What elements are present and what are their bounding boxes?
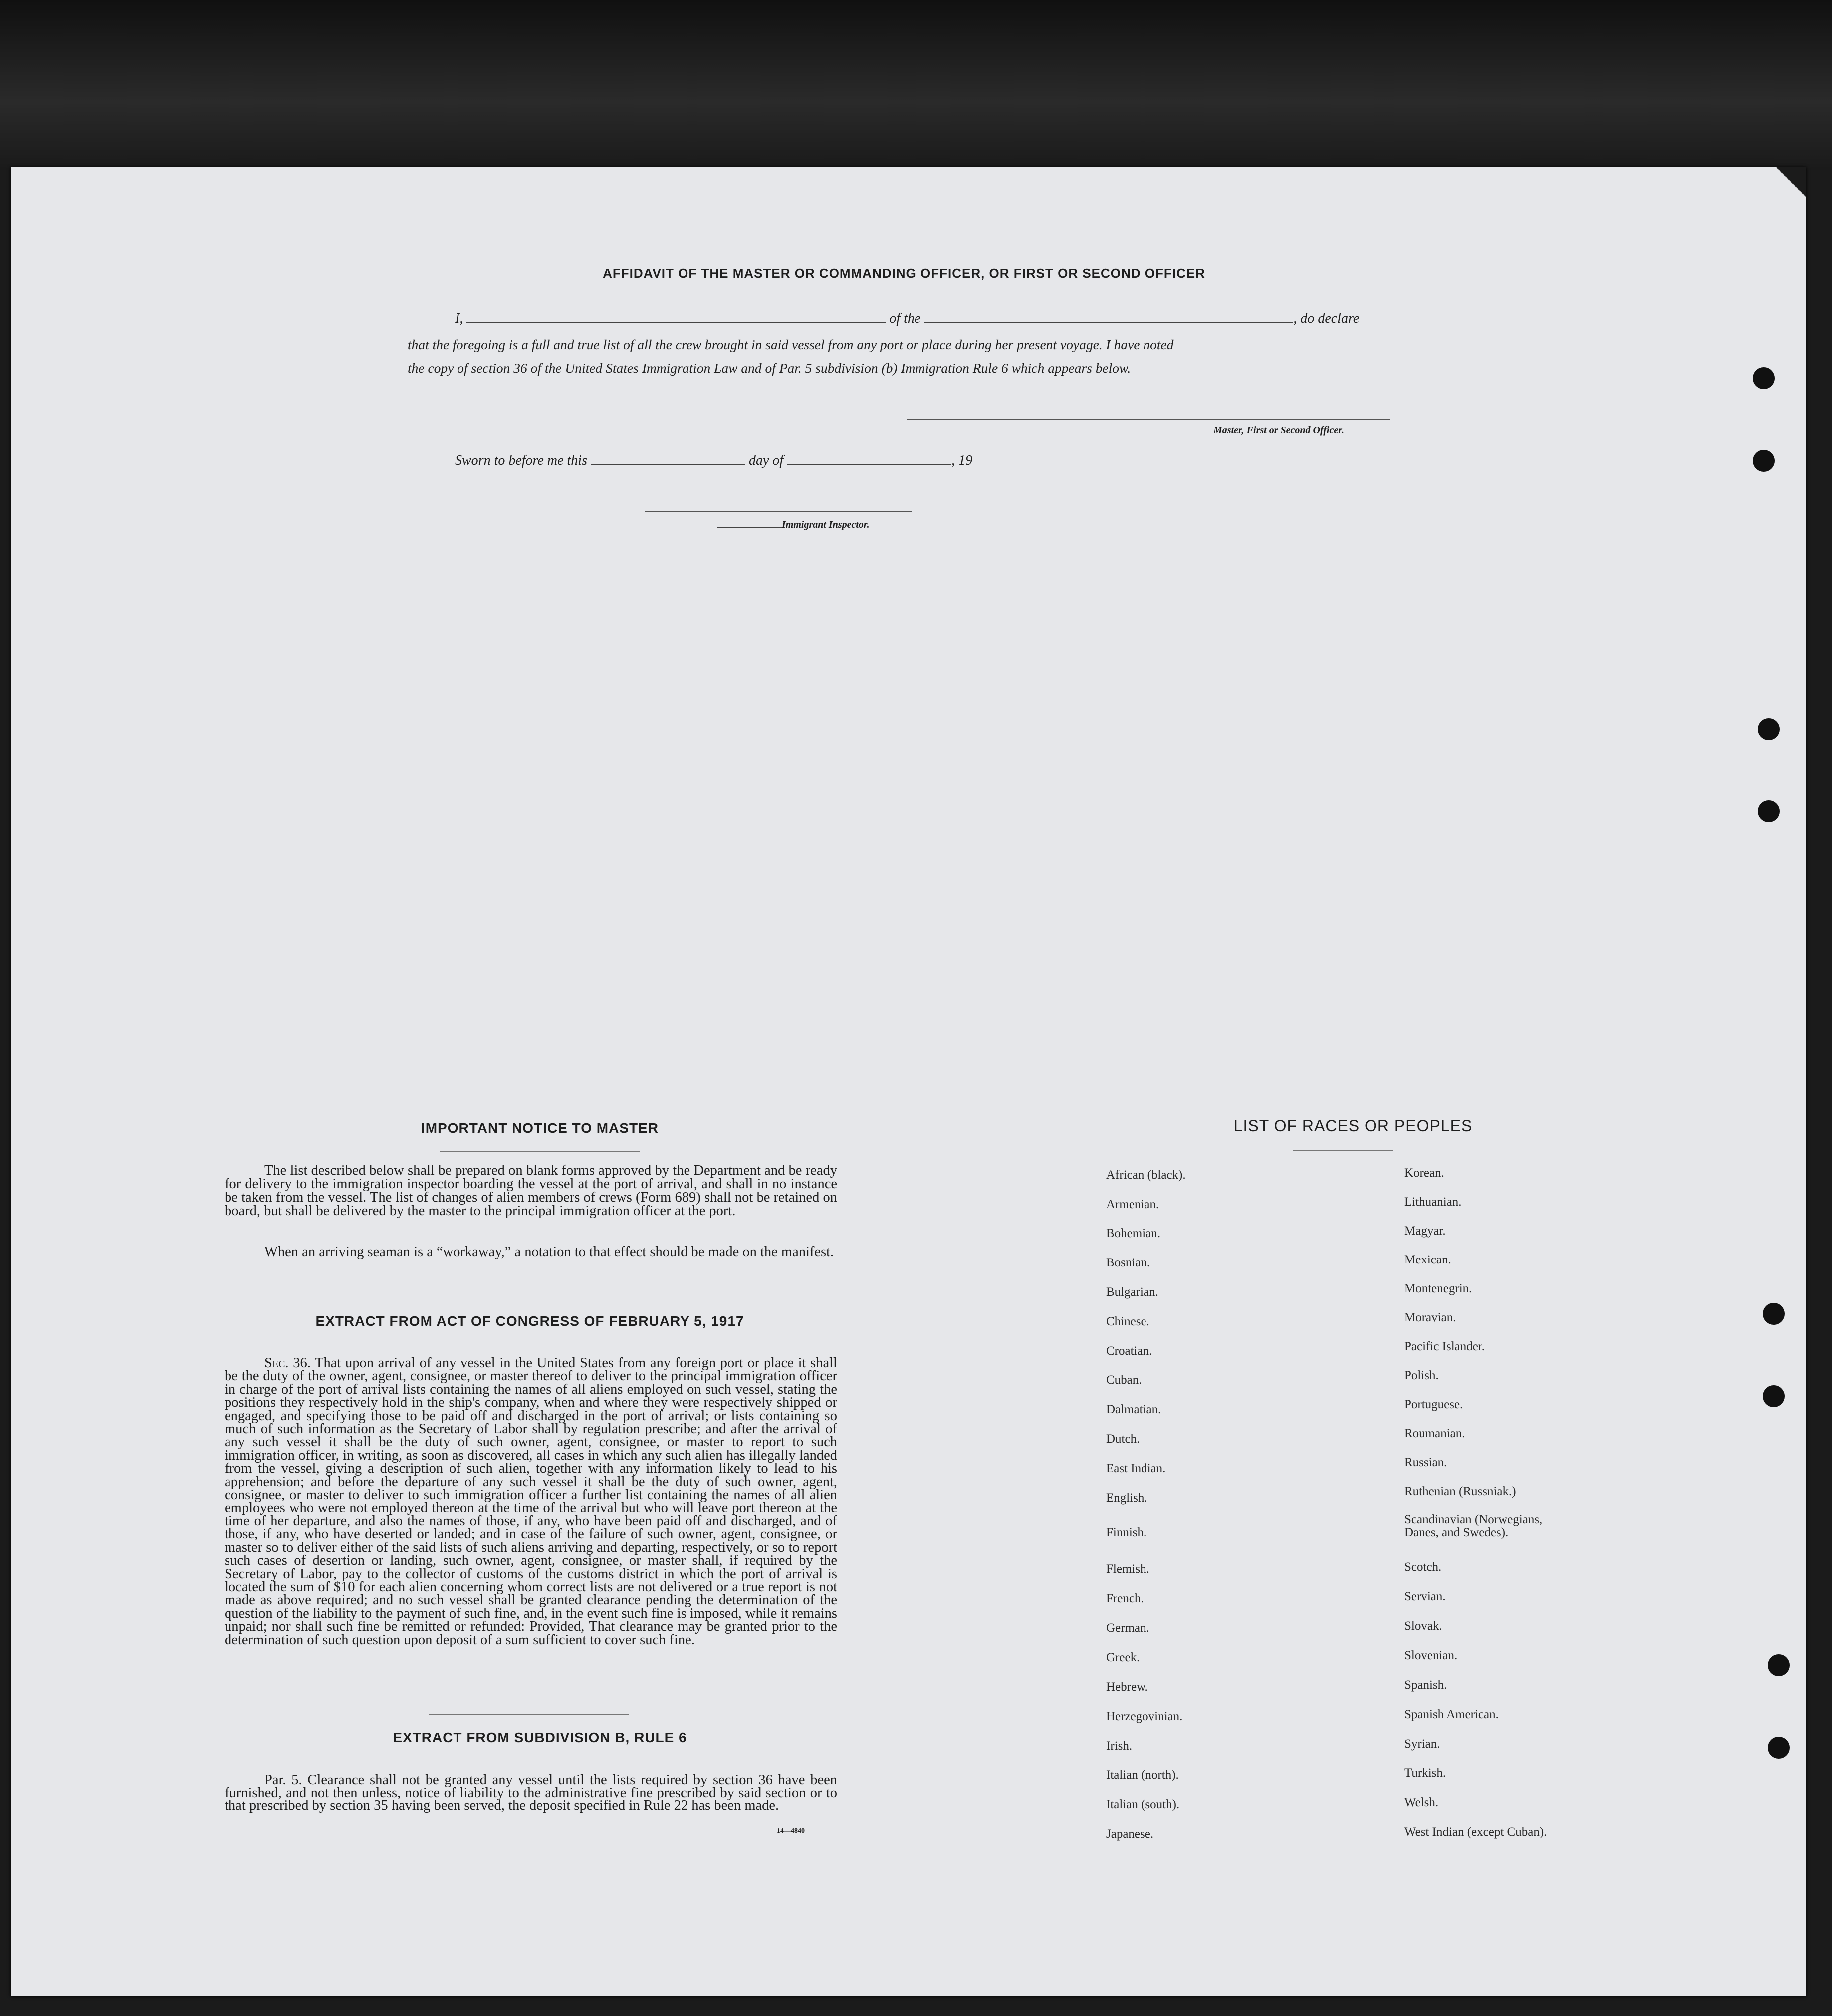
race-item: Polish. [1404, 1369, 1439, 1382]
race-item: Korean. [1404, 1166, 1444, 1180]
race-item: Greek. [1106, 1651, 1140, 1664]
race-item: Slovenian. [1404, 1649, 1458, 1662]
race-item: Roumanian. [1404, 1427, 1465, 1440]
race-item: Hebrew. [1106, 1680, 1148, 1694]
inspector-label: Immigrant Inspector. [782, 519, 870, 530]
sworn-line [455, 453, 1104, 469]
race-item: Japanese. [1106, 1827, 1154, 1841]
affidavit-line3: the copy of section 36 of the United States Immigration Law and of Par. 5 subdivision (b) Immigration Rule 6 which appears below. [408, 360, 1131, 376]
race-item: African (black). [1106, 1168, 1186, 1182]
affidavit-of-the-label: of the [889, 311, 921, 326]
divider [440, 1151, 640, 1152]
race-item: Mexican. [1404, 1253, 1451, 1266]
punch-hole [1753, 450, 1775, 472]
race-item: Italian (north). [1106, 1768, 1179, 1782]
race-item: East Indian. [1106, 1462, 1166, 1475]
race-item: German. [1106, 1621, 1149, 1635]
rule-6-text: Par. 5. Clearance shall not be granted any vessel until the lists required by section 36 have been furnished, and not then unless, notice of liability to the administrative fine prescribed by said section or to that prescribed by section 35 having been served, the deposit specified in Rule 22 has been made. [225, 1772, 837, 1813]
sworn-label: Sworn to before me this [455, 453, 587, 468]
race-item: Pacific Islander. [1404, 1340, 1485, 1353]
race-item: Bohemian. [1106, 1227, 1161, 1240]
race-item: Montenegrin. [1404, 1282, 1472, 1295]
section-36-text [225, 1357, 837, 1647]
race-item: Dalmatian. [1106, 1403, 1161, 1416]
race-item: Herzegovinian. [1106, 1710, 1183, 1723]
notice-title: IMPORTANT NOTICE TO MASTER [421, 1120, 659, 1136]
section-36-label: Sec. 36. [264, 1355, 311, 1371]
punch-hole [1763, 1385, 1785, 1407]
page-corner [1776, 167, 1806, 197]
affidavit-i-label: I, [455, 311, 463, 326]
race-item: Scandinavian (Norwegians, Danes, and Swedes). [1404, 1513, 1543, 1539]
notice-paragraph-1: The list described below shall be prepared on blank forms approved by the Department and be ready for delivery to the immigration inspector boarding the vessel at the port of arrival, and shall in no instance be taken from the vessel. The list of changes of alien members of crews (Form 689) shall not be retained on board, but shall be delivered by the master to the principal immigration officer at the port. [225, 1163, 837, 1219]
races-title: LIST OF RACES OR PEOPLES [1233, 1117, 1473, 1135]
inspector-blank [717, 519, 782, 528]
affidavit-title: AFFIDAVIT OF THE MASTER OR COMMANDING OFFICER, OR FIRST OR SECOND OFFICER [603, 266, 1205, 281]
vessel-blank [924, 312, 1293, 323]
race-item: Croatian. [1106, 1344, 1152, 1358]
race-item: Turkish. [1404, 1766, 1446, 1780]
year-label: , 19 [951, 453, 973, 468]
divider [429, 1714, 629, 1715]
inspector-signature-line [645, 511, 912, 512]
race-item: Magyar. [1404, 1224, 1446, 1238]
day-of-label: day of [748, 453, 784, 468]
affidavit-declare-label: , do declare [1293, 311, 1360, 326]
race-item: Welsh. [1404, 1796, 1439, 1809]
punch-hole [1753, 367, 1775, 389]
notice-paragraph-2: When an arriving seaman is a “workaway,” a notation to that effect should be made on the manifest. [264, 1244, 834, 1260]
extract-rule-title: EXTRACT FROM SUBDIVISION B, RULE 6 [393, 1730, 687, 1745]
race-item: Scotch. [1404, 1560, 1442, 1574]
race-item: English. [1106, 1491, 1147, 1505]
master-signature-line [907, 419, 1390, 420]
name-blank [466, 312, 886, 323]
section-36-body: That upon arrival of any vessel in the United States from any foreign port or place it shall be the duty of the owner, agent, consignee, or master thereof to deliver to the principal immigration officer in charge of the port of arrival lists containing the names of all aliens employed on such vessel, stating the positions they respectively hold in the ship's company, when and where they were respectively shipped or engaged, and specifying those to be paid off and discharged in the port of arrival; or lists containing so much of such information as the Secretary of Labor shall by regulation prescribe; and after the arrival of any such vessel it shall be the duty of such owner, agent, consignee, or master to report to such immigration officer, in writing, as soon as discovered, all cases in which any such alien has illegally landed from the vessel, giving a description of such alien, together with any information likely to lead to his apprehension; and before the departure of any such vessel it shall be the duty of such owner, agent, consignee, or master to deliver to such immigration officer a further list containing the names of all alien employees who were not employed thereon at the time of the arrival but who will leave port thereon at the time of her departure, and also the names of those, if any, who have been paid off and discharged, and of those, if any, who have deserted or landed; and in case of the failure of such owner, agent, consignee, or master so to deliver either of the said lists of such aliens arriving and departing, respectively, or so to report such cases of desertion or landing, such owner, agent, consignee, or master shall, if required by the Secretary of Labor, pay to the collector of customs of the customs district in which the port of arrival is located the sum of $10 for each alien concerning whom correct lists are not delivered or a true report is not made as above required; and no such vessel shall be granted clearance pending the determination of the question of the liability to the payment of such fine, and, in the event such fine is imposed, while it remains unpaid; nor shall such fine be remitted or refunded: Provided, That clearance may be granted prior to the determination of such question upon deposit of a sum sufficient to cover such fine. [225, 1355, 837, 1648]
race-item: Portuguese. [1404, 1398, 1463, 1411]
race-item: Irish. [1106, 1739, 1133, 1753]
sworn-month-blank [787, 454, 951, 465]
affidavit-line2: that the foregoing is a full and true list of all the crew brought in said vessel from any port or place during her present voyage. I have noted [408, 337, 1174, 352]
race-item: Spanish American. [1404, 1708, 1499, 1721]
race-item: Chinese. [1106, 1315, 1149, 1328]
sworn-day-blank [591, 454, 745, 465]
race-item: Finnish. [1106, 1526, 1147, 1539]
document-page [11, 167, 1806, 1996]
punch-hole [1758, 800, 1780, 822]
race-item: Moravian. [1404, 1311, 1456, 1324]
race-item: French. [1106, 1592, 1144, 1605]
race-item: Flemish. [1106, 1562, 1149, 1576]
divider [1293, 1150, 1393, 1151]
punch-hole [1758, 718, 1780, 740]
master-signature-label: Master, First or Second Officer. [1213, 425, 1344, 436]
race-item: Ruthenian (Russniak.) [1404, 1485, 1516, 1498]
punch-hole [1768, 1737, 1790, 1759]
inspector-line [717, 519, 966, 531]
punch-hole [1763, 1303, 1785, 1325]
race-item: Bosnian. [1106, 1256, 1150, 1269]
race-item: Syrian. [1404, 1737, 1440, 1751]
race-item: Cuban. [1106, 1373, 1142, 1387]
race-item: Lithuanian. [1404, 1195, 1462, 1209]
race-item: Bulgarian. [1106, 1285, 1158, 1299]
race-item: Servian. [1404, 1590, 1446, 1603]
race-item: Russian. [1404, 1456, 1447, 1469]
form-number: 14—4840 [777, 1827, 805, 1835]
race-item: Slovak. [1404, 1619, 1442, 1633]
race-item: Armenian. [1106, 1198, 1159, 1211]
race-item: West Indian (except Cuban). [1404, 1825, 1547, 1839]
race-item: Italian (south). [1106, 1798, 1180, 1811]
affidavit-line1 [455, 311, 1423, 327]
extract-act-title: EXTRACT FROM ACT OF CONGRESS OF FEBRUARY 5, 1917 [315, 1313, 744, 1329]
scan-background [0, 0, 1832, 170]
race-item: Dutch. [1106, 1432, 1140, 1446]
punch-hole [1768, 1654, 1790, 1676]
race-item: Spanish. [1404, 1678, 1447, 1692]
